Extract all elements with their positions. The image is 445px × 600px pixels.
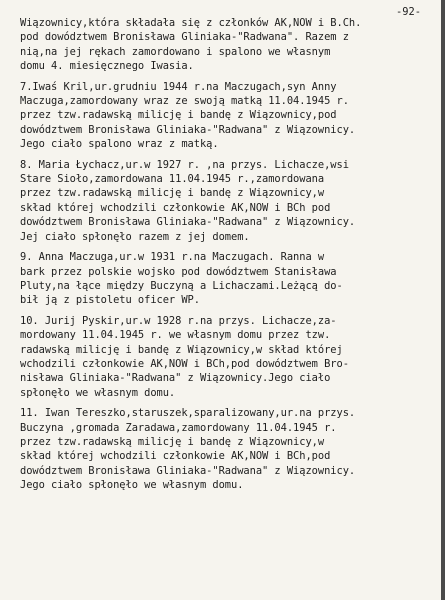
text-line: nią,na jej rękach zamordowano i spalono we własnym xyxy=(20,45,331,58)
paragraph-2 xyxy=(20,80,438,152)
text-line: 7.Iwaś Kril,ur.grudniu 1944 r.na Maczugach,syn Anny xyxy=(20,80,337,93)
text-line: przez tzw.radawską milicję i bandę z Wiązownicy,w xyxy=(20,435,325,448)
page-body xyxy=(20,16,438,499)
text-line: 9. Anna Maczuga,ur.w 1931 r.na Maczugach. Ranna w xyxy=(20,251,325,264)
text-line: Stare Sioło,zamordowana 11.04.1945 r.,zamordowana xyxy=(20,173,325,186)
text-line: Pluty,na łące między Buczyną a Lichaczami.Leżącą do- xyxy=(20,279,343,292)
text-line: dowództwem Bronisława Gliniaka-"Radwana" z Wiązownicy. xyxy=(20,216,356,229)
text-line: mordowany 11.04.1945 r. we własnym domu przez tzw. xyxy=(20,329,331,342)
paragraph-6 xyxy=(20,406,438,492)
text-line: nisława Gliniaka-"Radwana" z Wiązownicy.Jego ciało xyxy=(20,372,331,385)
text-line: radawską milicję i bandę z Wiązownicy,w skład której xyxy=(20,343,343,356)
text-line: Maczuga,zamordowany wraz ze swoją matką 11.04.1945 r. xyxy=(20,95,349,108)
text-line: skład której wchodzili członkowie AK,NOW i BCh pod xyxy=(20,201,331,214)
text-line: pod dowództwem Bronisława Gliniaka-"Radwana". Razem z xyxy=(20,31,349,44)
page-number: -92- xyxy=(395,6,421,18)
text-line: domu 4. miesięcznego Iwasia. xyxy=(20,60,194,73)
paragraph-5 xyxy=(20,314,438,400)
text-line: bark przez polskie wojsko pod dowództwem Stanisława xyxy=(20,265,337,278)
text-line: bił ją z pistoletu oficer WP. xyxy=(20,294,200,307)
text-line: wchodzili członkowie AK,NOW i BCh,pod dowództwem Bro- xyxy=(20,357,349,370)
text-line: dowództwem Bronisława Gliniaka-"Radwana" z Wiązownicy. xyxy=(20,464,356,477)
text-line: Jego ciało spalono wraz z matką. xyxy=(20,138,219,151)
paragraph-1 xyxy=(20,16,438,74)
paragraph-4 xyxy=(20,250,438,308)
text-line: 11. Iwan Tereszko,staruszek,sparalizowany,ur.na przys. xyxy=(20,407,356,420)
text-line: skład której wchodzili członkowie AK,NOW i BCh,pod xyxy=(20,450,331,463)
text-line: spłonęło we własnym domu. xyxy=(20,386,176,399)
text-line: dowództwem Bronisława Gliniaka-"Radwana" z Wiązownicy. xyxy=(20,123,356,136)
paragraph-3 xyxy=(20,158,438,244)
text-line: przez tzw.radawską milicję i bandę z Wiązownicy,w xyxy=(20,187,325,200)
text-line: Wiązownicy,która składała się z członków AK,NOW i B.Ch. xyxy=(20,17,362,29)
text-line: 10. Jurij Pyskir,ur.w 1928 r.na przys. Lichacze,za- xyxy=(20,314,337,327)
text-line: przez tzw.radawską milicję i bandę z Wiązownicy,pod xyxy=(20,109,337,122)
text-line: Buczyna ,gromada Zaradawa,zamordowany 11.04.1945 r. xyxy=(20,421,337,434)
text-line: Jej ciało spłonęło razem z jej domem. xyxy=(20,230,250,243)
text-line: 8. Maria Łychacz,ur.w 1927 r. ,na przys. Lichacze,wsi xyxy=(20,158,349,171)
text-line: Jego ciało spłonęło we własnym domu. xyxy=(20,479,244,492)
